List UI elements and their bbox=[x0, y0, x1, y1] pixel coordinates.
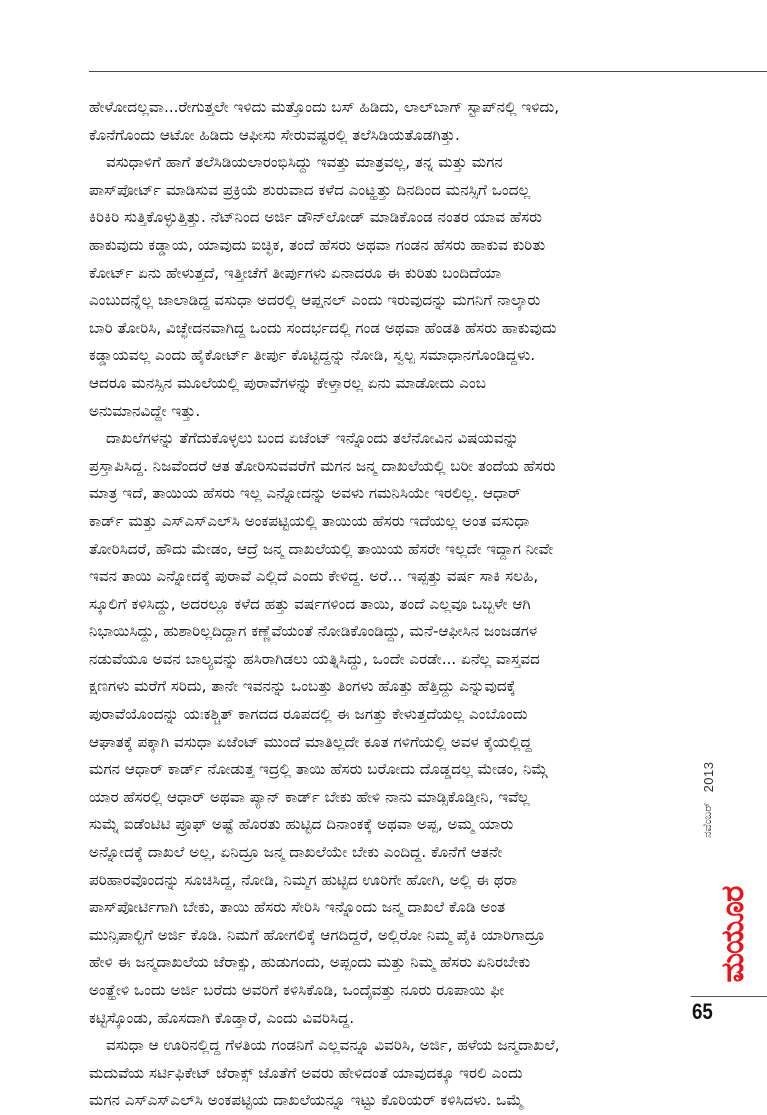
text-line: ಬಾರಿ ತೋರಿಸಿ, ವಿಚ್ಛೇದನವಾಗಿದ್ದ ಒಂದು ಸಂದರ್ಭದಲ್ಲಿ ಗಂಡ ಅಥವಾ ಹೆಂಡತಿ ಹೆಸರು ಹಾಕುವುದು bbox=[89, 318, 557, 337]
issue-month: ನವೆಂಬರ್ bbox=[701, 802, 714, 838]
text-line: ಪುರಾವೆಯೊಂದನ್ನು ಯಃಕಶ್ಚಿತ್ ಕಾಗದದ ರೂಪದಲ್ಲಿ ಈ ಜಗತ್ತು ಕೇಳುತ್ತದೆಯಲ್ಲ ಎಂಬೊಂದು bbox=[89, 705, 528, 724]
text-line: ಇವನ ತಾಯಿ ಎನ್ನೋದಕ್ಕೆ ಪುರಾವೆ ಎಲ್ಲಿದೆ ಎಂದು ಕೇಳಿದ್ದ. ಅರೆ... ಇಪ್ಪತ್ತು ವರ್ಷ ಸಾಕಿ ಸಲಹಿ, bbox=[89, 567, 539, 586]
text-line: ಸುಮ್ನೆ ಐಡೆಂಟಿಟಿ ಪ್ರೂಫ್ ಅಷ್ಟೆ ಹೊರತು ಹುಟ್ಟಿದ ದಿನಾಂಕಕ್ಕೆ ಅಥವಾ ಅಪ್ಪ, ಅಮ್ಮ ಯಾರು bbox=[89, 815, 514, 834]
text-line: ಕಿರಿಕಿರಿ ಸುತ್ತಿಕೊಳ್ಳುತ್ತಿತ್ತು. ನೆಟ್‌ನಿಂದ ಅರ್ಜಿ ಡೌನ್‌ಲೋಡ್ ಮಾಡಿಕೊಂಡ ನಂತರ ಯಾವ ಹೆಸರು bbox=[89, 208, 542, 227]
text-line: ಕೋರ್ಟ್ ಏನು ಹೇಳುತ್ತದೆ, ಇತ್ತೀಚೆಗೆ ತೀರ್ಪುಗಳು ಏನಾದರೂ ಈ ಕುರಿತು ಬಂದಿದೆಯಾ bbox=[89, 263, 502, 282]
text-line: ಹೇಳೋದಲ್ಲವಾ...ರೇಗುತ್ತಲೇ ಇಳಿದು ಮತ್ತೊಂದು ಬಸ್ ಹಿಡಿದು, ಲಾಲ್‌ಬಾಗ್ ಸ್ಟಾಪ್‌ನಲ್ಲಿ ಇಳಿದು, bbox=[89, 98, 560, 116]
text-line: ಆಘಾತಕ್ಕೆ ಪಕ್ಕಾಗಿ ವಸುಧಾ ಏಜೆಂಟ್ ಮುಂದೆ ಮಾತಿಲ್ಲದೇ ಕೂತ ಗಳಿಗೆಯಲ್ಲಿ ಅವಳ ಕೈಯಲ್ಲಿದ್ದ bbox=[89, 732, 532, 751]
text-line: ನಿಭಾಯಿಸಿದ್ದು, ಹುಶಾರಿಲ್ಲದಿದ್ದಾಗ ಕಣ್ಣೆವೆಯಂತೆ ನೋಡಿಕೊಂಡಿದ್ದು, ಮನೆ-ಆಫೀಸಿನ ಜಂಜಡಗಳ bbox=[89, 622, 538, 641]
text-line: ಮಾತ್ರ ಇದೆ, ತಾಯಿಯ ಹೆಸರು ಇಲ್ಲ ಎನ್ನೋದನ್ನು ಅವಳು ಗಮನಿಸಿಯೇ ಇರಲಿಲ್ಲ. ಆಧಾರ್ bbox=[89, 484, 522, 503]
text-line: ನಡುವೆಯೂ ಅವನ ಬಾಲ್ಯವನ್ನು ಹಸಿರಾಗಿಡಲು ಯತ್ನಿಸಿದ್ದು, ಒಂದೇ ಎರಡೇ... ಏನೆಲ್ಲ ವಾಸ್ತವದ bbox=[89, 649, 540, 668]
paragraph-first-line: ವಸುಧಾ ಆ ಊರಿನಲ್ಲಿದ್ದ ಗೆಳತಿಯ ಗಂಡನಿಗೆ ಎಲ್ಲವನ್ನೂ ವಿವರಿಸಿ, ಅರ್ಜಿ, ಹಳೆಯ ಜನ್ಮದಾಖಲೆ, bbox=[106, 1036, 560, 1055]
masthead bbox=[694, 760, 754, 985]
paragraph-first-line: ದಾಖಲೆಗಳನ್ನು ತೆಗೆದುಕೊಳ್ಳಲು ಬಂದ ಏಜೆಂಟ್ ಇನ್ನೊಂದು ತಲೆನೋವಿನ ವಿಷಯವನ್ನು bbox=[106, 429, 519, 448]
text-line: ಮುನ್ಸಿಪಾಲ್ಟಿಗೆ ಅರ್ಜಿ ಕೊಡಿ. ನಿಮಗೆ ಹೋಗಲಿಕ್ಕೆ ಆಗದಿದ್ದರೆ, ಅಲ್ಲಿರೋ ನಿಮ್ಮ ಪೈಕಿ ಯಾರಿಗಾದ್ರೂ bbox=[89, 925, 545, 944]
text-line: ಕಟ್ಟಿಸ್ಕೊಂಡು, ಹೊಸದಾಗಿ ಕೊಡ್ತಾರೆ, ಎಂದು ವಿವರಿಸಿದ್ದ. bbox=[89, 1008, 355, 1027]
text-line: ಅಂತ್ಹೇಳಿ ಒಂದು ಅರ್ಜಿ ಬರೆದು ಅವರಿಗೆ ಕಳಿಸಿಕೊಡಿ, ಒಂದೈವತ್ತು ನೂರು ರೂಪಾಯಿ ಫೀ bbox=[89, 981, 505, 999]
text-line: ಅನ್ನೋದಕ್ಕೆ ದಾಖಲೆ ಅಲ್ಲ, ಏನಿದ್ರೂ ಜನ್ಮ ದಾಖಲೆಯೇ ಬೇಕು ಎಂದಿದ್ದ. ಕೊನೆಗೆ ಆತನೇ bbox=[89, 843, 503, 862]
text-line: ಮದುವೆಯ ಸರ್ಟಿಫಿಕೇಟ್ ಜೆರಾಕ್ಸ್ ಜೊತೆಗೆ ಅವರು ಹೇಳಿದಂತೆ ಯಾವುದಕ್ಕೂ ಇರಲಿ ಎಂದು bbox=[89, 1063, 523, 1082]
text-line: ಎಂಬುದನ್ನೆಲ್ಲ ಜಾಲಾಡಿದ್ದ ವಸುಧಾ ಅದರಲ್ಲಿ ಆಪ್ಷನಲ್ ಎಂದು ಇರುವುದನ್ನು ಮಗನಿಗೆ ನಾಲ್ಕಾರು bbox=[89, 291, 541, 310]
text-line: ಕಡ್ಡಾಯವಲ್ಲ ಎಂದು ಹೈಕೋರ್ಟ್ ತೀರ್ಪು ಕೊಟ್ಟಿದ್ದನ್ನು ನೋಡಿ, ಸ್ವಲ್ಪ ಸಮಾಧಾನಗೊಂಡಿದ್ದಳು. bbox=[89, 346, 536, 365]
magazine-logo: ಮಯೂರ bbox=[715, 886, 751, 983]
text-line: ಕ್ಷಣಗಳು ಮರೆಗೆ ಸರಿದು, ತಾನೇ ಇವನನ್ನು ಒಂಬತ್ತು ತಿಂಗಳು ಹೊತ್ತು ಹೆತ್ತಿದ್ದು ಎನ್ನುವುದಕ್ಕೆ bbox=[89, 677, 516, 696]
text-line: ಮಗನ ಆಧಾರ್ ಕಾರ್ಡ್ ನೋಡುತ್ತ ಇದ್ರಲ್ಲಿ ತಾಯಿ ಹೆಸರು ಬರೋದು ದೊಡ್ಡದಲ್ಲ ಮೇಡಂ, ನಿಮ್ಗೆ bbox=[89, 760, 548, 779]
issue-year: 2013 bbox=[700, 761, 716, 793]
text-line: ಮಗನ ಎಸ್‌ಎಸ್‌ಎಲ್‌ಸಿ ಅಂಕಪಟ್ಟಿಯ ದಾಖಲೆಯನ್ನೂ ಇಟ್ಟು ಕೊರಿಯರ್ ಕಳಿಸಿದಳು. ಒಮ್ಮೆ bbox=[89, 1091, 524, 1110]
text-line: ಕೊನೆಗೊಂದು ಆಟೋ ಹಿಡಿದು ಆಫೀಸು ಸೇರುವಷ್ಟರಲ್ಲಿ ತಲೆಸಿಡಿಯತೊಡಗಿತ್ತು. bbox=[89, 125, 460, 144]
text-line: ಪಾಸ್‌ಪೋರ್ಟಿಗಾಗಿ ಬೇಕು, ತಾಯಿ ಹೆಸರು ಸೇರಿಸಿ ಇನ್ನೊಂದು ಜನ್ಮ ದಾಖಲೆ ಕೊಡಿ ಅಂತ bbox=[89, 898, 506, 917]
paragraph-first-line: ವಸುಧಾಳಿಗೆ ಹಾಗೆ ತಲೆಸಿಡಿಯಲಾರಂಭಿಸಿದ್ದು ಇವತ್ತು ಮಾತ್ರವಲ್ಲ, ತನ್ನ ಮತ್ತು ಮಗನ bbox=[106, 153, 503, 172]
text-line: ತೋರಿಸಿದರೆ, ಹೌದು ಮೇಡಂ, ಆದ್ರೆ ಜನ್ಮ ದಾಖಲೆಯಲ್ಲಿ ತಾಯಿಯ ಹೆಸರೇ ಇಲ್ಲದೇ ಇದ್ದಾಗ ನೀವೇ bbox=[89, 539, 554, 558]
text-line: ಅನುಮಾನವಿದ್ದೇ ಇತ್ತು. bbox=[89, 401, 201, 420]
bottom-rule-divider bbox=[691, 996, 767, 997]
text-line: ಹಾಕುವುದು ಕಡ್ಡಾಯ, ಯಾವುದು ಐಚ್ಛಿಕ, ತಂದೆ ಹೆಸರು ಅಥವಾ ಗಂಡನ ಹೆಸರು ಹಾಕುವ ಕುರಿತು bbox=[89, 235, 546, 254]
article-body bbox=[89, 94, 687, 1115]
text-line: ಪರಿಹಾರವೊಂದನ್ನು ಸೂಚಿಸಿದ್ದ, ನೋಡಿ, ನಿಮ್ಮಗ ಹುಟ್ಟಿದ ಊರಿಗೇ ಹೋಗಿ, ಅಲ್ಲಿ ಈ ಥರಾ bbox=[89, 870, 518, 889]
text-line: ಪ್ರಸ್ತಾಪಿಸಿದ್ದ. ನಿಜವೆಂದರೆ ಆತ ತೋರಿಸುವವರೆಗೆ ಮಗನ ಜನ್ಮ ದಾಖಲೆಯಲ್ಲಿ ಬರೀ ತಂದೆಯ ಹೆಸರು bbox=[89, 456, 556, 475]
page-number: 65 bbox=[692, 999, 713, 1024]
text-line: ಯಾರ ಹೆಸರಲ್ಲಿ ಆಧಾರ್ ಅಥವಾ ಪ್ಯಾನ್ ಕಾರ್ಡ್ ಬೇಕು ಹೇಳಿ ನಾನು ಮಾಡ್ಸಿಕೊಡ್ತೀನಿ, ಇವೆಲ್ಲ bbox=[89, 787, 530, 806]
text-line: ಹೇಳಿ ಈ ಜನ್ಮದಾಖಲೆಯ ಜೆರಾಕ್ಸು, ಹುಡುಗಂದು, ಅಪ್ಪಂದು ಮತ್ತು ನಿಮ್ಮ ಹೆಸರು ಏನಿರಬೇಕು bbox=[89, 953, 531, 972]
text-line: ಆದರೂ ಮನಸ್ಸಿನ ಮೂಲೆಯಲ್ಲಿ ಪುರಾವೆಗಳನ್ನು ಕೇಳ್ತಾರಲ್ಲ ಏನು ಮಾಡೋದು ಎಂಬ bbox=[89, 373, 486, 392]
text-line: ಪಾಸ್‌ಪೋರ್ಟ್ ಮಾಡಿಸುವ ಪ್ರಕ್ರಿಯೆ ಶುರುವಾದ ಕಳೆದ ಎಂಟ್ಹತ್ತು ದಿನದಿಂದ ಮನಸ್ಸಿಗೆ ಒಂದಲ್ಲ bbox=[89, 180, 531, 199]
masthead-rotated bbox=[694, 760, 754, 985]
top-rule-divider bbox=[89, 71, 767, 72]
text-line: ಕಾರ್ಡ್ ಮತ್ತು ಎಸ್‌ಎಸ್‌ಎಲ್‌ಸಿ ಅಂಕಪಟ್ಟಿಯಲ್ಲಿ ತಾಯಿಯ ಹೆಸರು ಇದೆಯಲ್ಲ ಅಂತ ವಸುಧಾ bbox=[89, 511, 530, 530]
text-line: ಸ್ಕೂಲಿಗೆ ಕಳಿಸಿದ್ದು, ಅದರಲ್ಲೂ ಕಳೆದ ಹತ್ತು ವರ್ಷಗಳಿಂದ ತಾಯಿ, ತಂದೆ ಎಲ್ಲವೂ ಒಬ್ಬಳೇ ಆಗಿ bbox=[89, 594, 531, 613]
